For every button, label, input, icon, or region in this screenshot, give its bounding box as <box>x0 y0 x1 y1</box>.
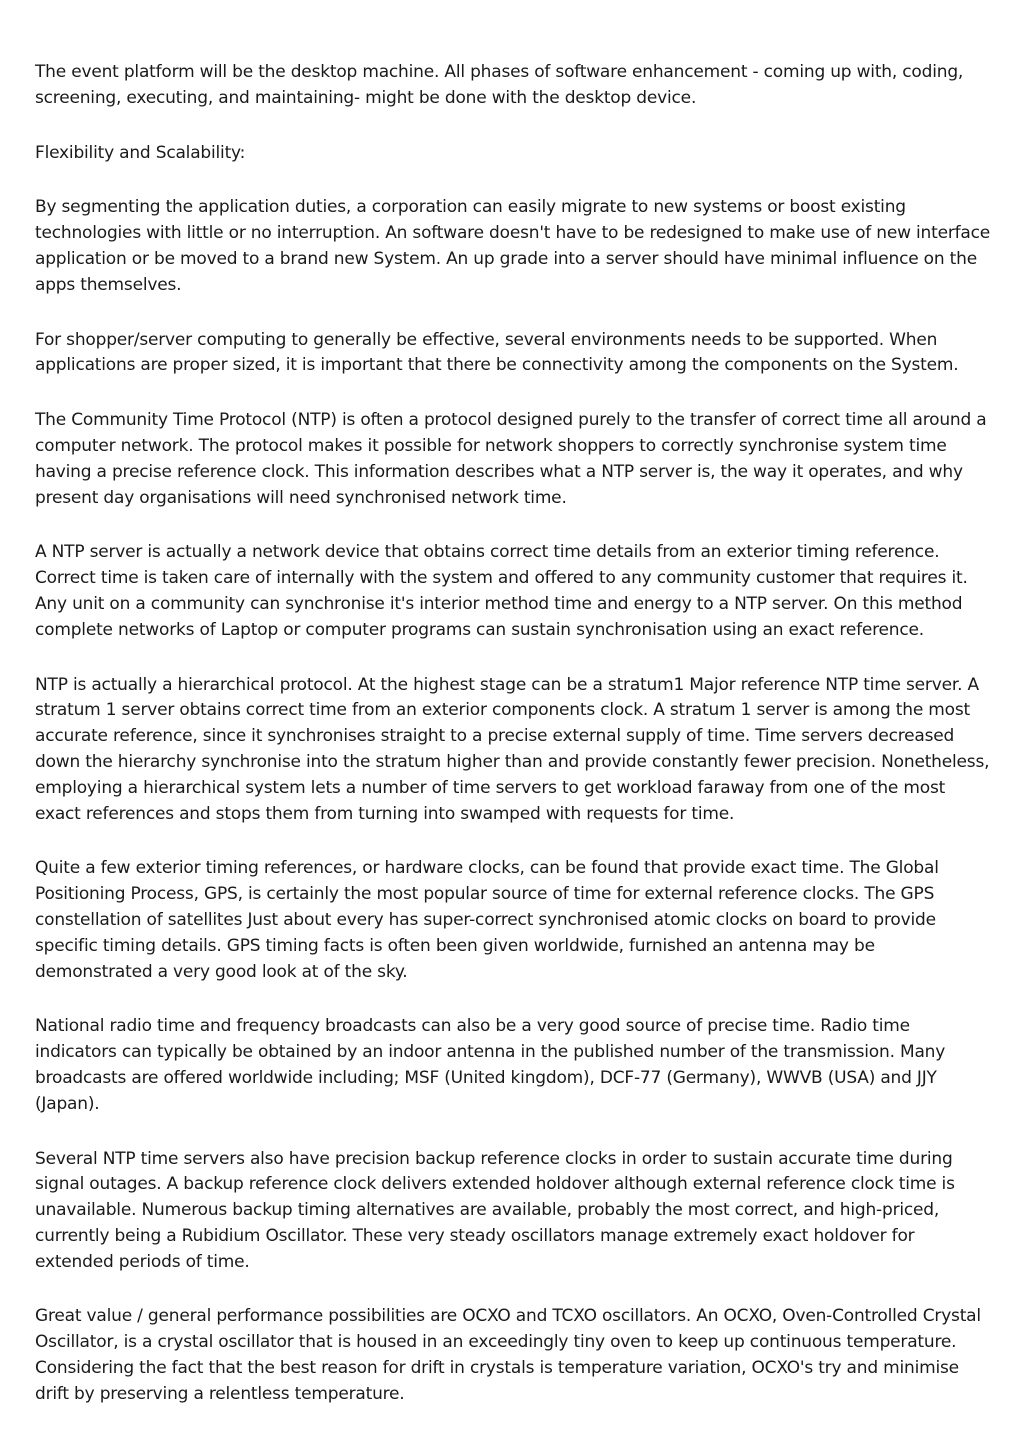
paragraph-ntp-server: A NTP server is actually a network device that obtains correct time details from an exterior timing reference. Correct time is taken care of internally with the system and offered to any community customer that requires it. Any unit on a community can synchronise it's interior method time and energy to a NTP server. On this method complete networks of Laptop or computer programs can sustain synchronisation using an exact reference. <box>35 542 968 640</box>
paragraph-backup-clocks: Several NTP time servers also have precision backup reference clocks in order to sustain accurate time during signal outages. A backup reference clock delivers extended holdover although external reference clock time is unavailable. Numerous backup timing alternatives are available, probably the most correct, and high-priced, currently being a Rubidium Oscillator. These very steady oscillators manage extremely exact holdover for extended periods of time. <box>35 1148 955 1272</box>
paragraph-gps: Quite a few exterior timing references, or hardware clocks, can be found that provide exact time. The Global Positioning Process, GPS, is certainly the most popular source of time for external reference clocks. The GPS constellation of satellites Just about every has super-correct synchronised atomic clocks on board to provide specific timing details. GPS timing facts is often been given worldwide, furnished an antenna may be demonstrated a very good look at of the sky. <box>35 858 939 982</box>
paragraph-radio: National radio time and frequency broadcasts can also be a very good source of precise time. Radio time indicators can typically be obtained by an indoor antenna in the published number of the transmission. Many broadcasts are offered worldwide including; MSF (United kingdom), DCF-77 (Germany), WWVB (USA) and JJY (Japan). <box>35 1016 946 1114</box>
paragraph-oscillators: Great value / general performance possibilities are OCXO and TCXO oscillators. An OCXO, Oven-Controlled Crystal Oscillator, is a crystal oscillator that is housed in an exceedingly tiny oven to keep up continuous temperature. Considering the fact that the best reason for drift in crystals is temperature variation, OCXO's try and minimise drift by preserving a relentless temperature. <box>35 1306 981 1404</box>
document-body <box>35 60 995 1437</box>
paragraph-platform: The event platform will be the desktop machine. All phases of software enhancement - coming up with, coding, screening, executing, and maintaining- might be done with the desktop device. <box>35 62 964 108</box>
paragraph-hierarchy: NTP is actually a hierarchical protocol. At the highest stage can be a stratum1 Major reference NTP time server. A stratum 1 server obtains correct time from an exterior components clock. A stratum 1 server is among the most accurate reference, since it synchronises straight to a precise external supply of time. Time servers decreased down the hierarchy synchronise into the stratum higher than and provide constantly fewer precision. Nonetheless, employing a hierarchical system lets a number of time servers to get workload faraway from one of the most exact references and stops them from turning into swamped with requests for time. <box>35 674 990 824</box>
paragraph-ntp-intro: The Community Time Protocol (NTP) is often a protocol designed purely to the transfer of correct time all around a computer network. The protocol makes it possible for network shoppers to correctly synchronise system time having a precise reference clock. This information describes what a NTP server is, the way it operates, and why present day organisations will need synchronised network time. <box>35 410 987 508</box>
paragraph-segmenting: By segmenting the application duties, a corporation can easily migrate to new systems or boost existing technologies with little or no interruption. An software doesn't have to be redesigned to make use of new interface application or be moved to a brand new System. An up grade into a server should have minimal influence on the apps themselves. <box>35 197 991 295</box>
paragraph-client-server: For shopper/server computing to generally be effective, several environments needs to be supported. When applications are proper sized, it is important that there be connectivity among the components on the System. <box>35 329 959 376</box>
heading-flexibility-scalability: Flexibility and Scalability: <box>35 142 246 163</box>
